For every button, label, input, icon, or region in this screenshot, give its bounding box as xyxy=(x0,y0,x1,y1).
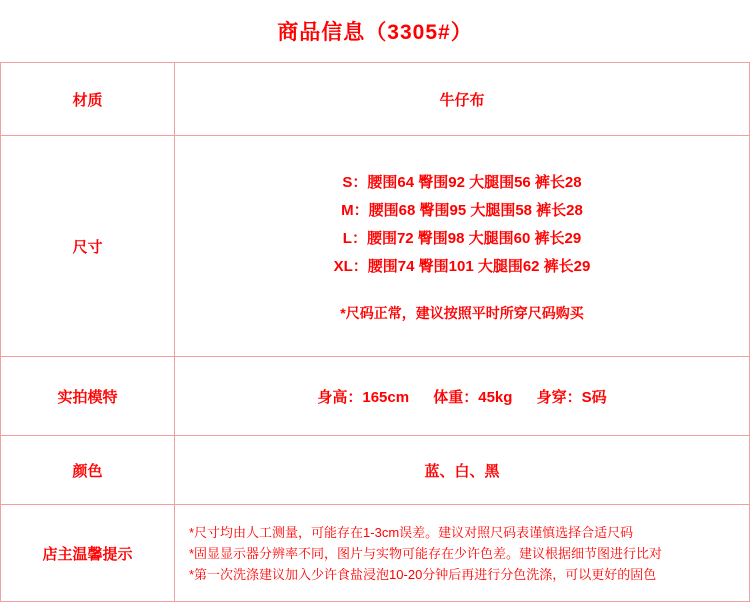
row-label-color: 颜色 xyxy=(1,436,175,505)
model-height: 身高：165cm xyxy=(317,388,410,406)
row-value-size xyxy=(175,136,750,357)
row-value-model xyxy=(175,357,750,436)
row-value-color: 蓝、白、黑 xyxy=(175,436,750,505)
table-row-model xyxy=(1,357,750,436)
model-measurements xyxy=(181,386,743,407)
size-line-xl: XL：腰围74 臀围101 大腿围62 裤长29 xyxy=(333,258,591,275)
tip-line-color-difference: *固显显示器分辨率不同，图片与实物可能存在少许色差。建议根据细节图进行比对 xyxy=(189,545,663,561)
row-label-model: 实拍模特 xyxy=(1,357,175,436)
size-line-s: S：腰围64 臀围92 大腿围56 裤长28 xyxy=(342,174,582,191)
row-label-tips: 店主温馨提示 xyxy=(1,505,175,602)
table-row-tips xyxy=(1,505,750,602)
page-title: 商品信息（3305#） xyxy=(277,21,473,44)
size-line-m: M：腰围68 臀围95 大腿围58 裤长28 xyxy=(341,202,583,219)
row-value-material: 牛仔布 xyxy=(175,63,750,136)
model-weight: 体重：45kg xyxy=(433,388,513,406)
row-label-size: 尺寸 xyxy=(1,136,175,357)
size-note: *尺码正常，建议按照平时所穿尺码购买 xyxy=(340,305,584,321)
row-label-material: 材质 xyxy=(1,63,175,136)
tip-line-washing: *第一次洗涤建议加入少许食盐浸泡10-20分钟后再进行分色洗涤，可以更好的固色 xyxy=(189,566,657,582)
table-row-color xyxy=(1,436,750,505)
model-wearing-size: 身穿：S码 xyxy=(536,388,607,406)
product-info-table xyxy=(0,62,750,602)
table-row-material xyxy=(1,63,750,136)
row-value-tips xyxy=(175,505,750,602)
table-row-size xyxy=(1,136,750,357)
size-line-l: L：腰围72 臀围98 大腿围60 裤长29 xyxy=(342,230,582,247)
tip-line-measurement: *尺寸均由人工测量，可能存在1-3cm误差。建议对照尺码表谨慎选择合适尺码 xyxy=(189,524,634,540)
size-list xyxy=(181,169,743,281)
